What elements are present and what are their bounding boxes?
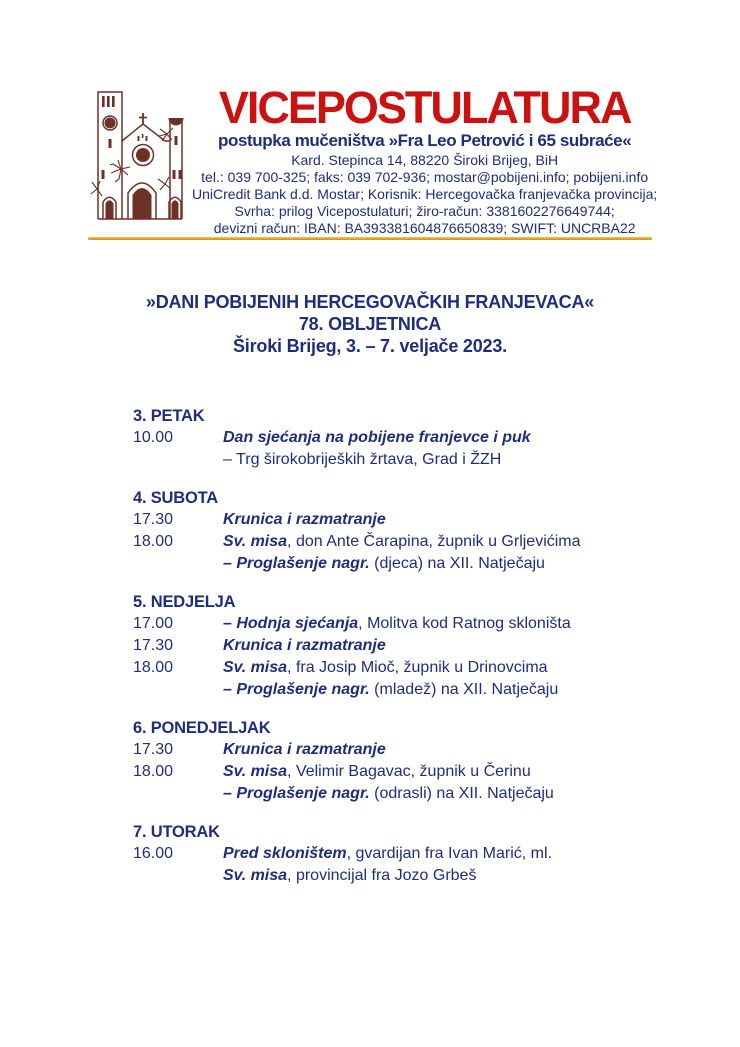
day-block [133,405,663,471]
event-cell [223,865,663,887]
time-cell: 18.00 [133,763,174,780]
day-title: 3. PETAK [133,407,205,425]
time-cell: 17.00 [133,615,174,632]
address-line: Kard. Stepinca 14, 88220 Široki Brijeg, BiH [291,152,559,168]
schedule-row [133,679,663,701]
time-cell: 18.00 [133,533,174,550]
time-cell [133,865,223,887]
event-title-block [0,291,740,357]
time-cell: 17.30 [133,511,174,528]
day-block [133,591,663,701]
event-text: , provincijal fra Jozo Grbeš [287,867,477,884]
event-cell [223,509,663,531]
event-text: (odrasli) na XII. Natječaju [369,785,554,802]
time-cell: 17.30 [133,741,174,758]
event-text: – Trg širokobrijeških žrtava, Grad i ŽZH [223,451,502,468]
event-text-emphasis: Pred skloništem [223,845,347,862]
event-cell [223,427,663,449]
event-text-emphasis: Krunica i razmatranje [223,637,386,654]
address-line: tel.: 039 700-325; faks: 039 702-936; mostar@pobijeni.info; pobijeni.info [201,169,649,185]
schedule-row [133,427,663,449]
day-block [133,821,663,887]
event-text-emphasis: Sv. misa [223,763,288,780]
schedule-row [133,657,663,679]
event-text: (djeca) na XII. Natječaju [369,555,545,572]
event-text-emphasis: – Proglašenje nagr. [223,785,370,802]
day-title: 6. PONEDJELJAK [133,719,271,737]
event-text-emphasis: – Hodnja sjećanja [223,615,359,632]
address-line: Svrha: prilog Vicepostulaturi; žiro-račun: 3381602276649744; [234,203,615,219]
event-text-emphasis: Krunica i razmatranje [223,741,386,758]
event-text: , Velimir Bagavac, župnik u Čerinu [287,763,531,780]
time-cell [133,679,223,701]
schedule [133,405,663,903]
address-line: devizni račun: IBAN: BA393381604876650839; SWIFT: UNCRBA22 [213,220,636,236]
day-title: 5. NEDJELJA [133,593,236,611]
time-cell: 17.30 [133,637,174,654]
event-cell [223,657,663,679]
event-cell [223,783,663,805]
day-title: 4. SUBOTA [133,489,218,507]
event-cell [223,449,663,471]
event-title-line1: »DANI POBIJENIH HERCEGOVAČKIH FRANJEVACA« [145,292,595,312]
event-text-emphasis: Sv. misa [223,867,288,884]
address-block [192,152,657,237]
event-cell [223,739,663,761]
address-line: UniCredit Bank d.d. Mostar; Korisnik: Hercegovačka franjevačka provincija; [192,186,658,202]
header-divider [88,237,652,240]
event-text: , Molitva kod Ratnog skloništa [358,615,571,632]
event-text: , fra Josip Mioč, župnik u Drinovcima [287,659,548,676]
event-text-emphasis: – Proglašenje nagr. [223,681,370,698]
time-cell: 10.00 [133,429,174,446]
event-cell [223,613,663,635]
schedule-row [133,739,663,761]
schedule-row [133,843,663,865]
event-title-line2: 78. OBLJETNICA [298,314,442,334]
event-text: , don Ante Čarapina, župnik u Grljevićima [287,533,581,550]
event-cell [223,553,663,575]
schedule-row [133,509,663,531]
event-text-emphasis: Sv. misa [223,659,288,676]
organization-subtitle: postupka mučeništva »Fra Leo Petrović i 65 subraće« [218,131,632,150]
event-cell [223,761,663,783]
time-cell: 18.00 [133,659,174,676]
event-title-line3: Široki Brijeg, 3. – 7. veljače 2023. [233,336,507,356]
event-cell [223,679,663,701]
church-logo-icon [88,84,188,232]
organization-title: VICEPOSTULATURA [218,82,631,133]
schedule-row [133,449,663,471]
time-cell [133,449,223,471]
time-cell: 16.00 [133,845,174,862]
schedule-row [133,865,663,887]
event-cell [223,635,663,657]
event-text-emphasis: Dan sjećanja na pobijene franjevce i puk [223,429,531,446]
schedule-row [133,531,663,553]
time-cell [133,783,223,805]
letterhead-text [188,84,657,237]
event-text: , gvardijan fra Ivan Marić, ml. [346,845,553,862]
event-text-emphasis: Krunica i razmatranje [223,511,386,528]
event-cell [223,843,663,865]
schedule-row [133,783,663,805]
letterhead [88,82,658,237]
day-block [133,717,663,805]
schedule-row [133,635,663,657]
schedule-row [133,553,663,575]
schedule-row [133,761,663,783]
time-cell [133,553,223,575]
event-text: (mladež) na XII. Natječaju [369,681,559,698]
schedule-row [133,613,663,635]
event-text-emphasis: Sv. misa [223,533,288,550]
event-cell [223,531,663,553]
day-title: 7. UTORAK [133,823,220,841]
day-block [133,487,663,575]
event-text-emphasis: – Proglašenje nagr. [223,555,370,572]
